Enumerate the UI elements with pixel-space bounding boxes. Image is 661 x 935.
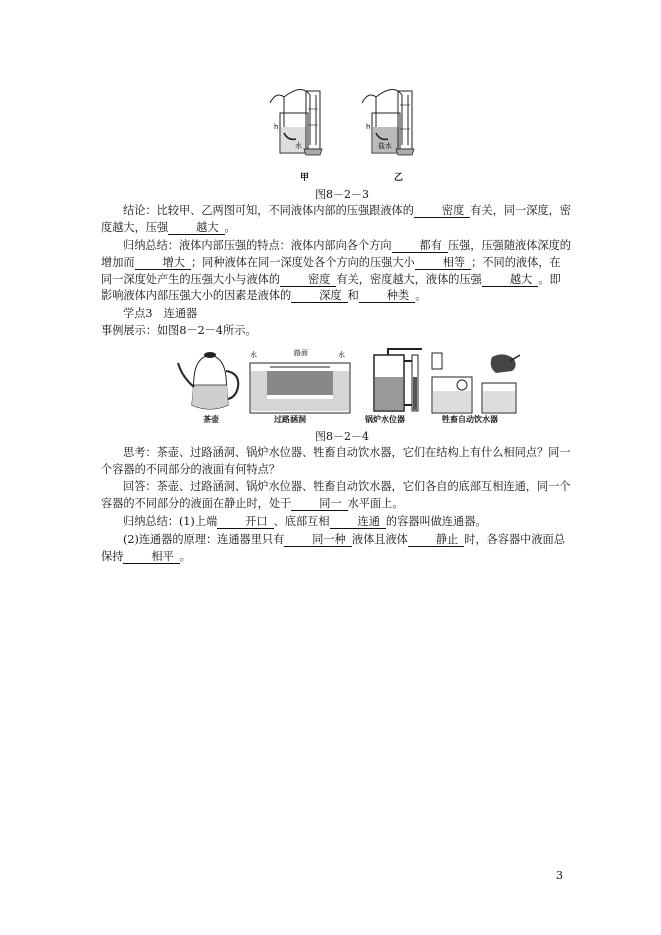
caption-culvert: 过路涵洞 [274, 414, 306, 424]
example-line: 事例展示：如图8－2－4所示。 [101, 324, 257, 337]
blank-all-have: 都有 [392, 239, 448, 253]
section-title-3: 学点3 连通器 [123, 307, 198, 320]
culvert-road-label: 路面 [294, 349, 308, 357]
blank-density: 密度 [414, 204, 470, 218]
summary-paragraph-1: 归纳总结：液体内部压强的特点：液体内部向各个方向 都有 压强，压强随液体深度的增加而 增大 ；同种液体在同一深度处各个方向的压强大小 相等 ；不同的液体，在同一深度处产生的压强大小与液体的 密度 有关，密度越大，液体的压强 越大 。即影响液体内部压强大小的因素是液体的 深度 和 种类 。 [101, 239, 571, 303]
figure-yi-apparatus [362, 89, 414, 155]
summary-paragraph-2: 归纳总结：(1)上端 开口 、底部互相 连通 的容器叫做连通器。 [123, 515, 487, 528]
blank-density-2: 密度 [280, 273, 336, 287]
figure-label-jia: 甲 [300, 173, 310, 183]
blank-equal: 相等 [415, 256, 471, 270]
blank-greater: 越大 [168, 221, 224, 235]
figure-label-yi: 乙 [394, 173, 404, 183]
liquid-label-yi: 盐水 [378, 142, 392, 150]
teapot-drawing [178, 352, 238, 409]
blank-connected: 连通 [330, 515, 386, 529]
blank-kind: 种类 [359, 289, 415, 303]
blank-depth: 深度 [291, 289, 347, 303]
think-paragraph: 思考：茶壶、过路涵洞、锅炉水位器、牲畜自动饮水器，它们在结构上有什么相同点？同一个容器的不同部分的液面有何特点？ [101, 446, 571, 476]
boiler-gauge-drawing [374, 349, 422, 411]
blank-same: 同一 [291, 497, 347, 511]
conclusion-paragraph: 结论：比较甲、乙两图可知，不同液体内部的压强跟液体的 密度 有关，同一深度，密度越大，压强 越大 。 [101, 204, 571, 234]
culvert-drawing [250, 348, 350, 413]
caption-boiler-gauge: 锅炉水位器 [365, 414, 405, 424]
figure-jia-apparatus [270, 89, 322, 155]
figure-caption-8-2-4: 图8－2－4 [315, 430, 369, 443]
caption-teapot: 茶壶 [203, 414, 219, 424]
blank-open: 开口 [217, 515, 273, 529]
principle-paragraph: (2)连通器的原理：连通器里只有 同一种 液体且液体 静止 时，各容器中液面总保持 相平 。 [101, 533, 565, 563]
blank-greater-2: 越大 [482, 273, 538, 287]
page-number: 3 [556, 869, 563, 882]
answer-paragraph: 回答：茶壶、过路涵洞、锅炉水位器、牲畜自动饮水器，它们各自的底部互相连通，同一个容器的不同部分的液面在静止时，处于 同一 水平面上。 [101, 480, 571, 510]
blank-same-kind: 同一种 [284, 533, 352, 547]
culvert-water-left: 水 [250, 351, 257, 359]
livestock-waterer-drawing [432, 353, 520, 413]
depth-label-h: h [274, 123, 279, 131]
culvert-water-right: 水 [338, 351, 345, 359]
liquid-label-jia: 水 [295, 142, 302, 150]
blank-increase: 增大 [135, 256, 191, 270]
figure-caption-8-2-3: 图8－2－3 [315, 188, 369, 201]
blank-level: 相平 [123, 550, 179, 564]
depth-label-h2: h [366, 123, 371, 131]
blank-static: 静止 [408, 533, 464, 547]
caption-livestock-waterer: 牲畜自动饮水器 [442, 414, 498, 424]
